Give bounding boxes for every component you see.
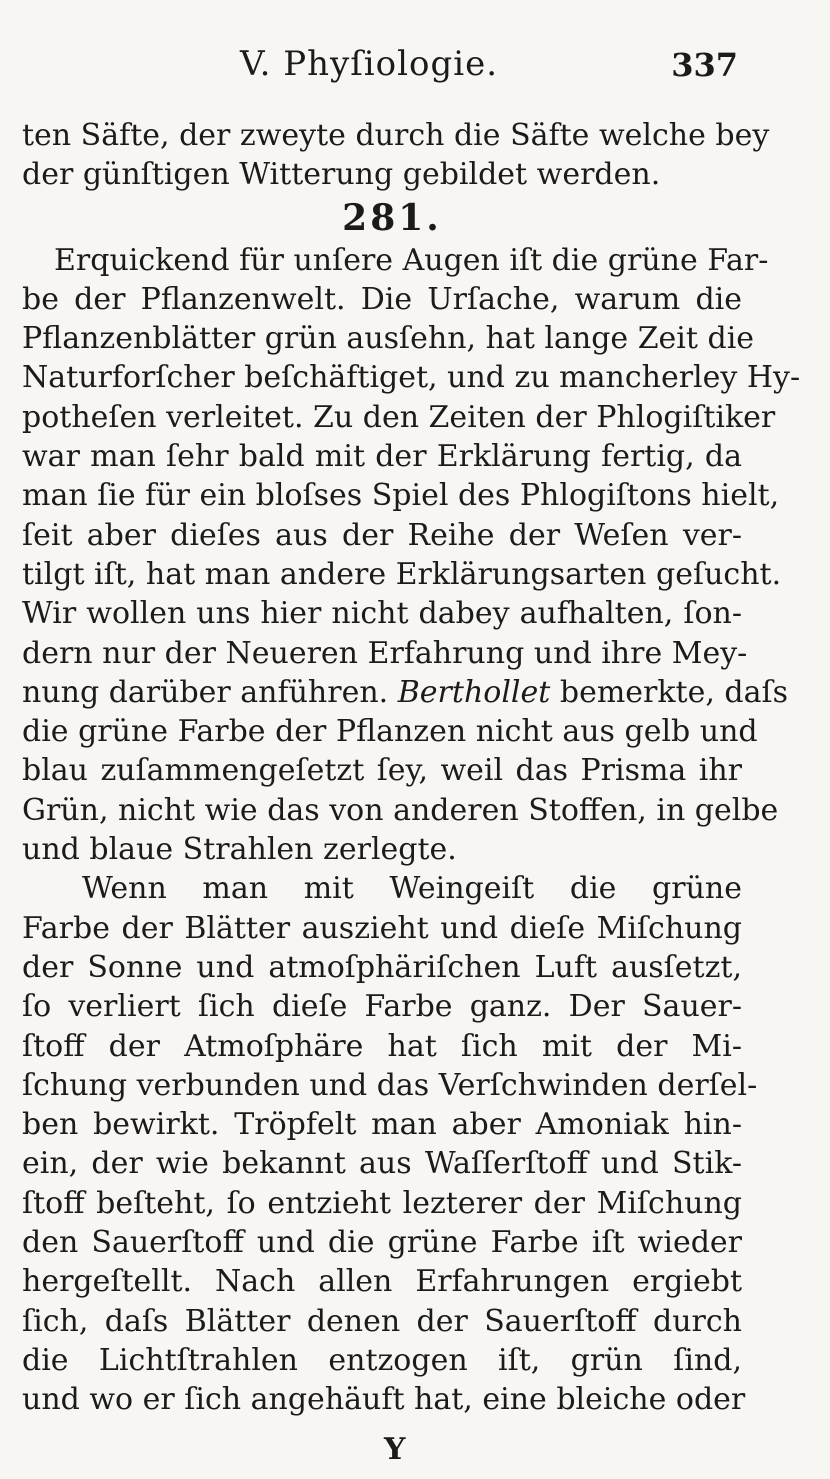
text-line: man ſie für ein bloſses Spiel des Phlogiſtons hielt, xyxy=(22,478,780,514)
chapter-title: V. Phyſiologie. xyxy=(240,44,499,84)
person-name: Berthollet xyxy=(397,674,551,710)
text-line: ſo verliert ſich dieſe Farbe ganz. Der Sauer- xyxy=(22,989,742,1025)
text-line: den Sauerſtoff und die grüne Farbe iſt wieder xyxy=(22,1225,742,1261)
text-line: be der Pflanzenwelt. Die Urſache, warum die xyxy=(22,281,742,317)
text-line: und blaue Strahlen zerlegte. xyxy=(22,832,457,868)
text-line: Grün, nicht wie das von anderen Stoffen, in gelbe xyxy=(22,792,779,828)
text-line: Erquickend für unſere Augen iſt die grüne Far- xyxy=(54,242,769,278)
text-line: Wenn man mit Weingeiſt die grüne xyxy=(82,871,742,907)
text-line: ten Säfte, der zweyte durch die Säfte welche bey xyxy=(22,118,770,153)
text-line: potheſen verleitet. Zu den Zeiten der Phlogiſtiker xyxy=(22,399,776,435)
text-line: Pflanzenblätter grün ausſehn, hat lange Zeit die xyxy=(22,321,755,357)
text-line: blau zuſammengeſetzt ſey, weil das Prisma ihr xyxy=(22,753,742,789)
text-line: Naturforſcher beſchäftiget, und zu mancherley Hy- xyxy=(22,360,801,396)
text-line: der Sonne und atmoſphäriſchen Luft ausſetzt, xyxy=(22,949,742,985)
text-line: und wo er ſich angehäuft hat, eine bleiche oder xyxy=(22,1382,746,1418)
text-line: ſtoff der Atmoſphäre hat ſich mit der Mi- xyxy=(22,1028,742,1064)
text-line: ein, der wie bekannt aus Waſſerſtoff und Stik- xyxy=(22,1146,742,1182)
text-line: ſtoff beſteht, ſo entzieht lezterer der Miſchung xyxy=(22,1185,742,1221)
line-part: bemerkte, daſs xyxy=(559,674,789,710)
line-part: nung darüber anführen. xyxy=(22,674,389,710)
page-number: 337 xyxy=(671,46,738,84)
text-line: hergeſtellt. Nach allen Erfahrungen ergiebt xyxy=(22,1264,742,1300)
text-line: die grüne Farbe der Pflanzen nicht aus gelb und xyxy=(22,714,758,750)
text-line: Wir wollen uns hier nicht dabey aufhalten, ſon- xyxy=(22,596,742,632)
body-text xyxy=(22,116,801,1420)
text-line-with-name xyxy=(22,673,789,712)
text-line: war man ſehr bald mit der Erklärung fertig, da xyxy=(22,439,742,475)
text-line: der günſtigen Witterung gebildet werden. xyxy=(22,157,661,193)
signature-mark: Y xyxy=(384,1432,406,1467)
text-line: ſeit aber dieſes aus der Reihe der Weſen ver- xyxy=(22,517,742,553)
section-number: 281. xyxy=(342,196,442,239)
text-line: ſich, daſs Blätter denen der Sauerſtoff durch xyxy=(22,1303,742,1339)
text-line: ſchung verbunden und das Verſchwinden derſel- xyxy=(22,1067,758,1103)
text-line: ben bewirkt. Tröpfelt man aber Amoniak hin- xyxy=(22,1107,742,1143)
text-line: Farbe der Blätter auszieht und dieſe Miſchung xyxy=(22,910,742,946)
text-line: tilgt iſt, hat man andere Erklärungsarten geſucht. xyxy=(22,556,782,592)
running-head xyxy=(0,44,830,94)
text-line: die Lichtſtrahlen entzogen iſt, grün ſind, xyxy=(22,1342,742,1378)
text-line: dern nur der Neueren Erfahrung und ihre Mey- xyxy=(22,635,748,671)
